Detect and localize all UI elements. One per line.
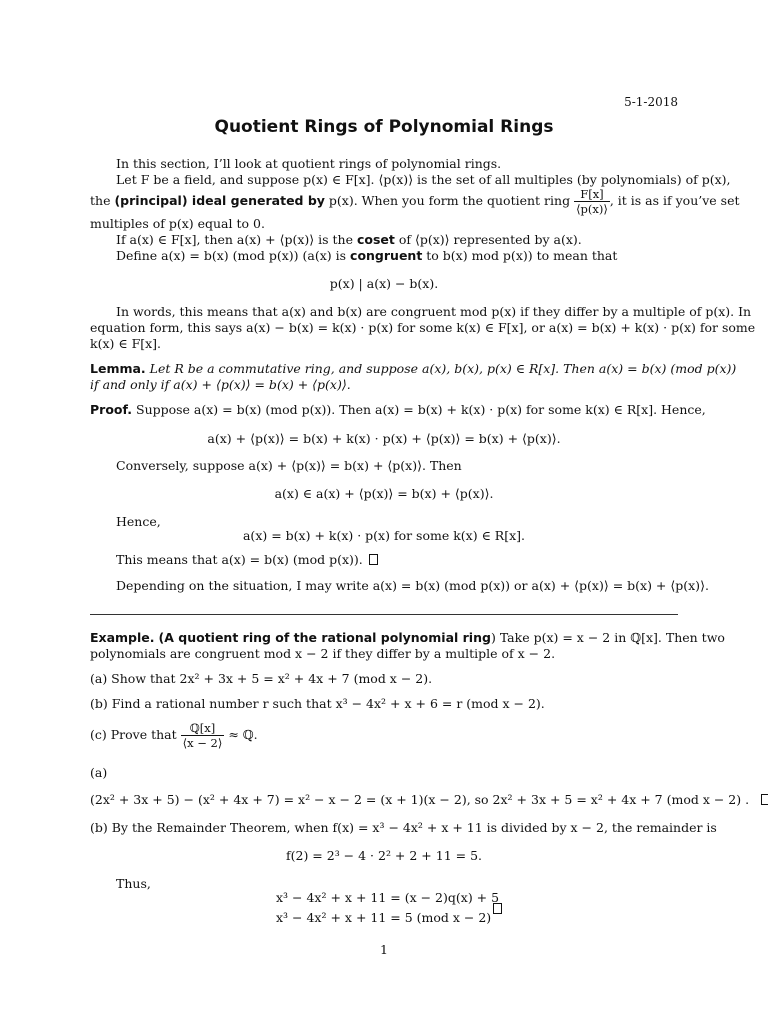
qed-square-icon <box>369 554 378 565</box>
term-principal-ideal: (principal) ideal generated by <box>114 193 325 208</box>
intro-paragraph-2-line-3: multiples of p(x) equal to 0. <box>90 216 265 231</box>
term-congruent: congruent <box>350 248 423 263</box>
answer-a-equation <box>90 792 768 808</box>
quotient-fraction <box>181 721 225 750</box>
intro-paragraph-5-line-3: k(x) ∈ F[x]. <box>90 336 162 351</box>
lemma-label: Lemma. <box>90 361 146 376</box>
example-text: Take p(x) = x − 2 in ℚ[x]. Then two <box>499 630 725 645</box>
lemma-line-1 <box>90 361 736 377</box>
proof-line-4 <box>116 552 378 568</box>
term-coset: coset <box>356 232 395 247</box>
example-question-a: (a) Show that 2x² + 3x + 5 = x² + 4x + 7 (mod x − 2). <box>90 671 433 686</box>
proof-text: Suppose a(x) = b(x) (mod p(x)). Then a(x) = b(x) + k(x) · p(x) for some k(x) ∈ R[x]. Hence, <box>136 402 706 417</box>
intro-text: Define a(x) = b(x) (mod p(x)) (a(x) is <box>116 248 347 263</box>
qed-square-icon <box>761 794 768 805</box>
lemma-text: Let R be a commutative ring, and suppose a(x), b(x), p(x) ∈ R[x]. Then a(x) = b(x) (mod p(x)) <box>149 361 737 376</box>
intro-paragraph-2-line-1: Let F be a field, and suppose p(x) ∈ F[x]. ⟨p(x)⟩ is the set of all multiples (by polynomials) of p(x), <box>116 172 731 187</box>
proof-line-1 <box>90 402 706 418</box>
intro-paragraph-3 <box>116 232 582 248</box>
example-question-c <box>90 718 258 752</box>
answer-text: (2x² + 3x + 5) − (x² + 4x + 7) = x² − x − 2 = (x + 1)(x − 2), so 2x² + 3x + 5 = x² + 4x + 7 (mod x − 2) . <box>90 792 750 807</box>
fraction-denominator: ⟨x − 2⟩ <box>182 736 223 750</box>
answer-b-equation: f(2) = 2³ − 4 · 2² + 2 + 11 = 5. <box>285 848 483 863</box>
intro-paragraph-4 <box>116 248 617 264</box>
qed-square-icon <box>493 903 502 914</box>
divisibility-equation: p(x) | a(x) − b(x). <box>329 276 439 291</box>
proof-line-2: Conversely, suppose a(x) + ⟨p(x)⟩ = b(x) + ⟨p(x)⟩. Then <box>116 458 462 473</box>
intro-text: p(x). When you form the quotient ring <box>328 193 571 208</box>
lemma-text: if and only if a(x) + ⟨p(x)⟩ = b(x) + ⟨p(x)⟩. <box>90 377 351 392</box>
question-text: ≈ ℚ. <box>228 727 258 742</box>
intro-text: of ⟨p(x)⟩ represented by a(x). <box>398 232 582 247</box>
proof-line-5: Depending on the situation, I may write a(x) = b(x) (mod p(x)) or a(x) + ⟨p(x)⟩ = b(x) + ⟨p(x)⟩. <box>116 578 709 593</box>
fraction-numerator: F[x] <box>580 187 604 201</box>
proof-label: Proof. <box>90 402 133 417</box>
proof-equation-2: a(x) ∈ a(x) + ⟨p(x)⟩ = b(x) + ⟨p(x)⟩. <box>274 486 494 501</box>
quotient-ring-fraction <box>574 187 610 216</box>
answer-text: x³ − 4x² + x + 11 = 5 (mod x − 2) <box>276 910 492 925</box>
proof-equation-3: a(x) = b(x) + k(x) · p(x) for some k(x) ∈ R[x]. <box>242 528 525 543</box>
answer-b-thus: Thus, <box>116 876 151 891</box>
answer-b-equation-3 <box>276 910 491 926</box>
example-line-1 <box>90 630 725 646</box>
example-label: Example. <box>90 630 155 645</box>
proof-equation-1: a(x) + ⟨p(x)⟩ = b(x) + k(x) · p(x) + ⟨p(x)⟩ = b(x) + ⟨p(x)⟩. <box>207 431 561 446</box>
example-line-2: polynomials are congruent mod x − 2 if they differ by a multiple of x − 2. <box>90 646 556 661</box>
section-divider <box>90 614 678 615</box>
intro-text: to b(x) mod p(x)) to mean that <box>426 248 618 263</box>
answer-b-text: (b) By the Remainder Theorem, when f(x) = x³ − 4x² + x + 11 is divided by x − 2, the remainder is <box>90 820 717 835</box>
intro-paragraph-5-line-1: In words, this means that a(x) and b(x) are congruent mod p(x) if they differ by a multiple of p(x). In <box>116 304 752 319</box>
example-title-close: ) <box>490 630 496 645</box>
example-question-b: (b) Find a rational number r such that x³ − 4x² + x + 6 = r (mod x − 2). <box>90 696 545 711</box>
intro-text: If a(x) ∈ F[x], then a(x) + ⟨p(x)⟩ is the <box>116 232 353 247</box>
intro-paragraph-5-line-2: equation form, this says a(x) − b(x) = k(x) · p(x) for some k(x) ∈ F[x], or a(x) = b(x) + k(x) · p(x) for some <box>90 320 756 335</box>
intro-paragraph-1: In this section, I’ll look at quotient rings of polynomial rings. <box>116 156 502 171</box>
fraction-denominator: ⟨p(x)⟩ <box>576 202 608 216</box>
answer-a-label: (a) <box>90 765 108 780</box>
intro-text: the <box>90 193 111 208</box>
page-title: Quotient Rings of Polynomial Rings <box>214 117 554 137</box>
proof-line-3: Hence, <box>116 514 161 529</box>
intro-text: , it is as if you’ve set <box>609 193 740 208</box>
question-text: (c) Prove that <box>90 727 177 742</box>
document-date: 5-1-2018 <box>624 95 678 109</box>
lemma-line-2 <box>90 377 351 393</box>
answer-b-equation-2: x³ − 4x² + x + 11 = (x − 2)q(x) + 5 <box>276 890 500 905</box>
intro-paragraph-2-line-2 <box>90 186 740 216</box>
fraction-numerator: ℚ[x] <box>189 721 216 735</box>
example-title: (A quotient ring of the rational polynomial ring <box>158 630 491 645</box>
page-number: 1 <box>380 942 388 957</box>
proof-text: This means that a(x) = b(x) (mod p(x)). <box>116 552 363 567</box>
